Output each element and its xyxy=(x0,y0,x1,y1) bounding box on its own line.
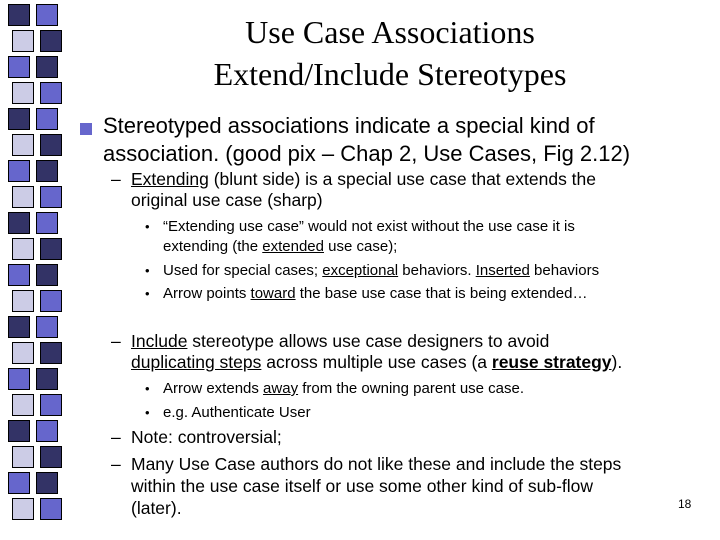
include-line2-post: ). xyxy=(611,352,623,372)
extending-term: Extending xyxy=(131,169,209,189)
include-sub2: e.g. Authenticate User xyxy=(163,404,311,421)
slide-number: 18 xyxy=(678,497,692,511)
extending-line1 xyxy=(131,169,596,190)
decorative-square xyxy=(40,290,62,312)
decorative-square xyxy=(12,134,34,156)
decorative-square xyxy=(40,342,62,364)
decorative-square xyxy=(12,394,34,416)
decorative-square xyxy=(36,56,58,78)
slide-title-line1: Use Case Associations xyxy=(245,14,535,50)
include-sub1 xyxy=(163,378,524,399)
dash-many: – xyxy=(111,454,121,474)
decorative-square xyxy=(12,186,34,208)
decorative-square-strip xyxy=(0,0,68,540)
extending-line2: original use case (sharp) xyxy=(131,190,323,210)
decorative-square xyxy=(40,394,62,416)
decorative-square xyxy=(12,238,34,260)
decorative-square xyxy=(12,290,34,312)
main-bullet-line1: Stereotyped associations indicate a special kind of xyxy=(103,113,595,138)
decorative-square xyxy=(40,446,62,468)
decorative-square xyxy=(12,498,34,520)
include-line1 xyxy=(131,331,549,352)
include-sub1-post: from the owning parent use case. xyxy=(298,380,525,397)
decorative-square xyxy=(40,186,62,208)
sub-bullet-icon: • xyxy=(145,263,150,278)
decorative-square xyxy=(8,56,30,78)
extending-sub1-line1: “Extending use case” would not exist without the use case it is xyxy=(163,218,575,235)
decorative-square xyxy=(8,212,30,234)
many-line1: Many Use Case authors do not like these and include the steps xyxy=(131,454,622,474)
extending-sub3 xyxy=(163,283,587,304)
note-line: Note: controversial; xyxy=(131,427,282,447)
extending-sub2-pre: Used for special cases; xyxy=(163,262,323,279)
decorative-square xyxy=(36,472,58,494)
extending-sub1-line2 xyxy=(163,236,397,257)
include-line2-ul: duplicating steps xyxy=(131,352,262,372)
decorative-square xyxy=(40,82,62,104)
many-line2: within the use case itself or use some other kind of sub-flow xyxy=(131,476,594,496)
extending-sub3-post: the base use case that is being extended… xyxy=(295,285,588,302)
decorative-square xyxy=(12,446,34,468)
decorative-square xyxy=(8,368,30,390)
slide-title-line2: Extend/Include Stereotypes xyxy=(213,56,567,92)
include-line2-mid: across multiple use cases (a xyxy=(261,352,492,372)
include-sub1-pre: Arrow extends xyxy=(163,380,264,397)
decorative-square xyxy=(36,264,58,286)
many-line3: (later). xyxy=(131,498,182,518)
decorative-square xyxy=(40,134,62,156)
dash-include: – xyxy=(111,331,121,351)
decorative-square xyxy=(8,420,30,442)
extending-sub1-line2-pre: extending (the xyxy=(163,238,263,255)
extending-sub1-line2-ul: extended xyxy=(262,238,324,255)
include-line2-bold: reuse strategy xyxy=(491,352,612,372)
decorative-square xyxy=(8,4,30,26)
include-term: Include xyxy=(131,331,188,351)
sub-bullet-icon: • xyxy=(145,381,150,396)
extending-sub2-ul2: Inserted xyxy=(475,262,530,279)
decorative-square xyxy=(36,4,58,26)
decorative-square xyxy=(12,342,34,364)
sub-bullet-icon: • xyxy=(145,219,150,234)
decorative-square xyxy=(36,316,58,338)
sub-bullet-icon: • xyxy=(145,405,150,420)
decorative-square xyxy=(8,160,30,182)
main-bullet-line2: association. (good pix – Chap 2, Use Cases, Fig 2.12) xyxy=(103,141,631,166)
dash-extending: – xyxy=(111,169,121,189)
sub-bullet-icon: • xyxy=(145,286,150,301)
extending-sub2-mid: behaviors. xyxy=(398,262,476,279)
include-line2 xyxy=(131,352,622,373)
extending-sub3-ul: toward xyxy=(250,285,296,302)
square-bullet-icon xyxy=(80,123,92,135)
decorative-square xyxy=(36,420,58,442)
extending-line1-rest: (blunt side) is a special use case that extends the xyxy=(208,169,597,189)
extending-sub2 xyxy=(163,260,599,281)
decorative-square xyxy=(36,160,58,182)
decorative-square xyxy=(12,82,34,104)
decorative-square xyxy=(36,108,58,130)
extending-sub1-line2-post: use case); xyxy=(323,238,398,255)
extending-sub2-ul1: exceptional xyxy=(322,262,399,279)
decorative-square xyxy=(8,108,30,130)
decorative-square xyxy=(40,498,62,520)
decorative-square xyxy=(12,30,34,52)
decorative-square xyxy=(36,368,58,390)
decorative-square xyxy=(40,238,62,260)
extending-sub2-post: behaviors xyxy=(529,262,600,279)
decorative-square xyxy=(8,264,30,286)
include-sub1-ul: away xyxy=(263,380,299,397)
include-line1-rest: stereotype allows use case designers to avoid xyxy=(187,331,550,351)
dash-note: – xyxy=(111,427,121,447)
extending-sub3-pre: Arrow points xyxy=(163,285,251,302)
decorative-square xyxy=(8,472,30,494)
decorative-square xyxy=(36,212,58,234)
decorative-square xyxy=(40,30,62,52)
decorative-square xyxy=(8,316,30,338)
